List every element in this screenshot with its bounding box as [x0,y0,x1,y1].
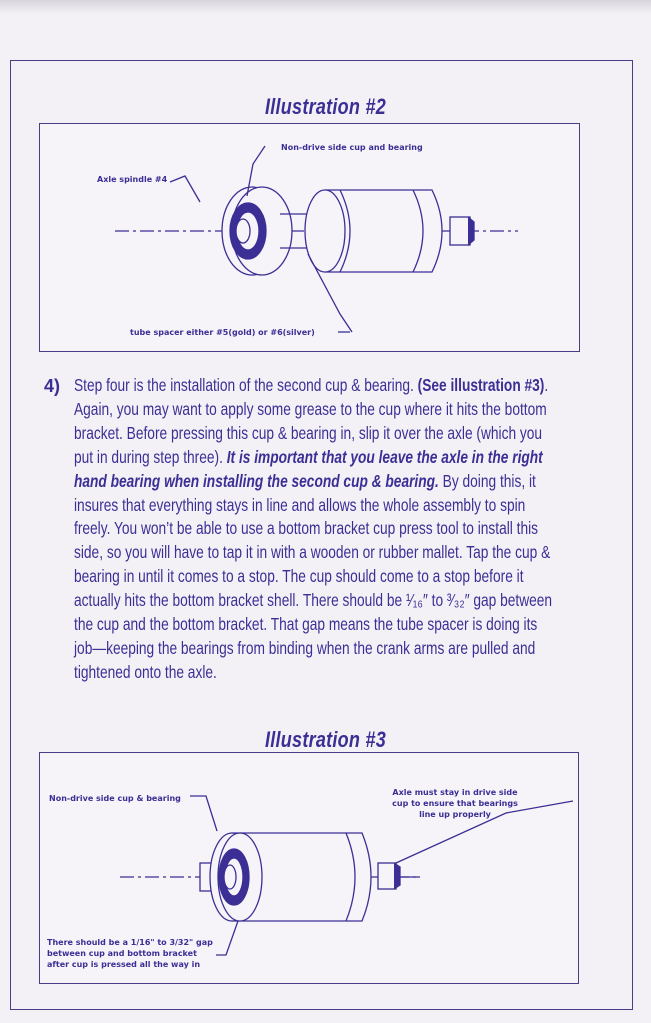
illustration-3-box [39,752,579,984]
step-4-text-1: Step four is the installation of the second cup & bearing. [74,375,418,395]
illustration-2-box [39,123,580,352]
label-axle-line-1: Axle must stay in drive side [392,788,518,797]
bottom-bracket-drawing-2 [40,124,581,353]
label-axle-line-2: cup to ensure that bearings [392,799,518,808]
step-4-paragraph [74,374,553,685]
label-gap-note [47,937,213,970]
label-gap-line-3: after cup is pressed all the way in [47,960,201,969]
step-4-text-2: . Again, you may want to apply some grease to the cup where it hits the bottom bracket. Before pressing this cup & bearing in, slip it over the axle (which you put in during step three). [74,375,549,467]
illustration-2-title: Illustration #2 [264,94,386,119]
step-number: 4) [44,376,61,396]
step-4-see-illustration: (See illustration #3) [417,375,545,395]
step-4-important-note: It is important that you leave the axle in the right hand bearing when installing the second cup & bearing. [74,446,543,491]
label-non-drive-cup: Non-drive side cup and bearing [281,143,423,152]
label-non-drive-cup-3: Non-drive side cup & bearing [49,794,181,803]
page-top-edge [0,0,651,14]
label-axle-note [380,787,530,820]
label-gap-line-1: There should be a 1/16" to 3/32" gap [47,938,213,947]
label-gap-line-2: between cup and bottom bracket [47,949,197,958]
illustration-3-title: Illustration #3 [264,727,386,752]
step-4-text-3: By doing this, it insures that everything stays in line and allows the whole assembly to spin freely. You won’t be able to use a bottom bracket cup press tool to install this side, so you will have to tap it in with a wooden or rubber mallet. Tap the cup & bearing in until it comes to a stop. The cup should come to a stop before it actually hits the bottom bracket shell. There should be ¹⁄₁₆″ to ³⁄₃₂″ gap between the cup and the bottom bracket. That gap means the tube spacer is doing its job—keeping the bearings from binding when the crank arms are pulled and tightened onto the axle. [74,470,553,682]
label-axle-line-3: line up properly [419,810,491,819]
label-axle-spindle: Axle spindle #4 [97,175,168,184]
label-tube-spacer: tube spacer either #5(gold) or #6(silver) [130,328,315,337]
